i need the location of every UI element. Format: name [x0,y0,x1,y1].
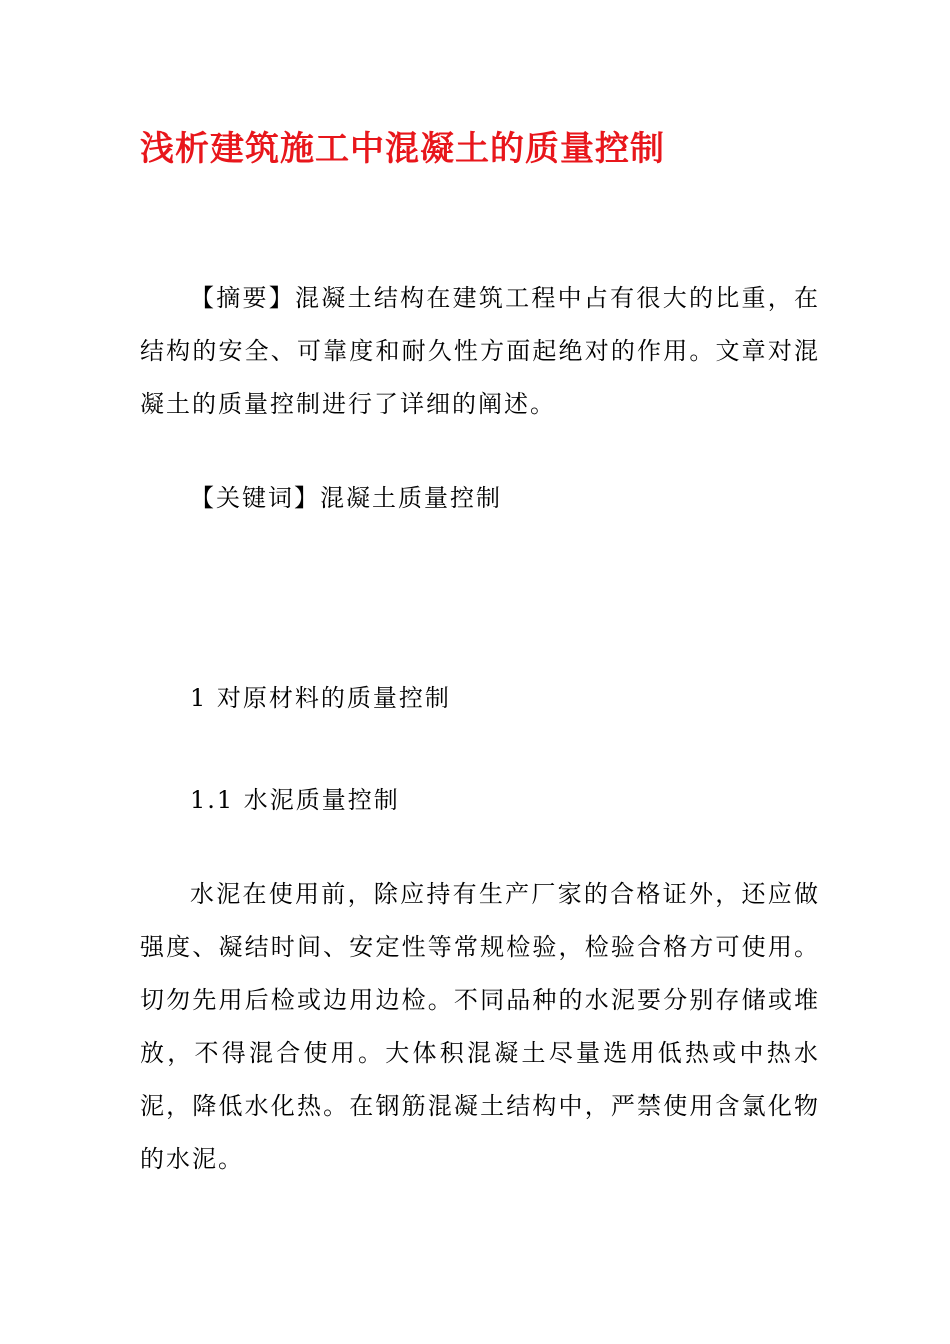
section-1-1-body: 水泥在使用前，除应持有生产厂家的合格证外，还应做强度、凝结时间、安定性等常规检验，检验合格方可使用。切勿先用后检或边用边检。不同品种的水泥要分别存储或堆放，不得混合使用。大体积混凝土尽量选用低热或中热水泥，降低水化热。在钢筋混凝土结构中，严禁使用含氯化物的水泥。 [140,880,820,1173]
document-title: 浅析建筑施工中混凝土的质量控制 [140,129,665,169]
section-heading-1-1: 1.1 水泥质量控制 [190,786,400,814]
abstract-paragraph: 【摘要】混凝土结构在建筑工程中占有很大的比重，在结构的安全、可靠度和耐久性方面起绝对的作用。文章对混凝土的质量控制进行了详细的阐述。 [140,284,820,418]
keywords-paragraph: 【关键词】混凝土质量控制 [190,484,502,512]
section-heading-1: 1 对原材料的质量控制 [190,684,451,712]
